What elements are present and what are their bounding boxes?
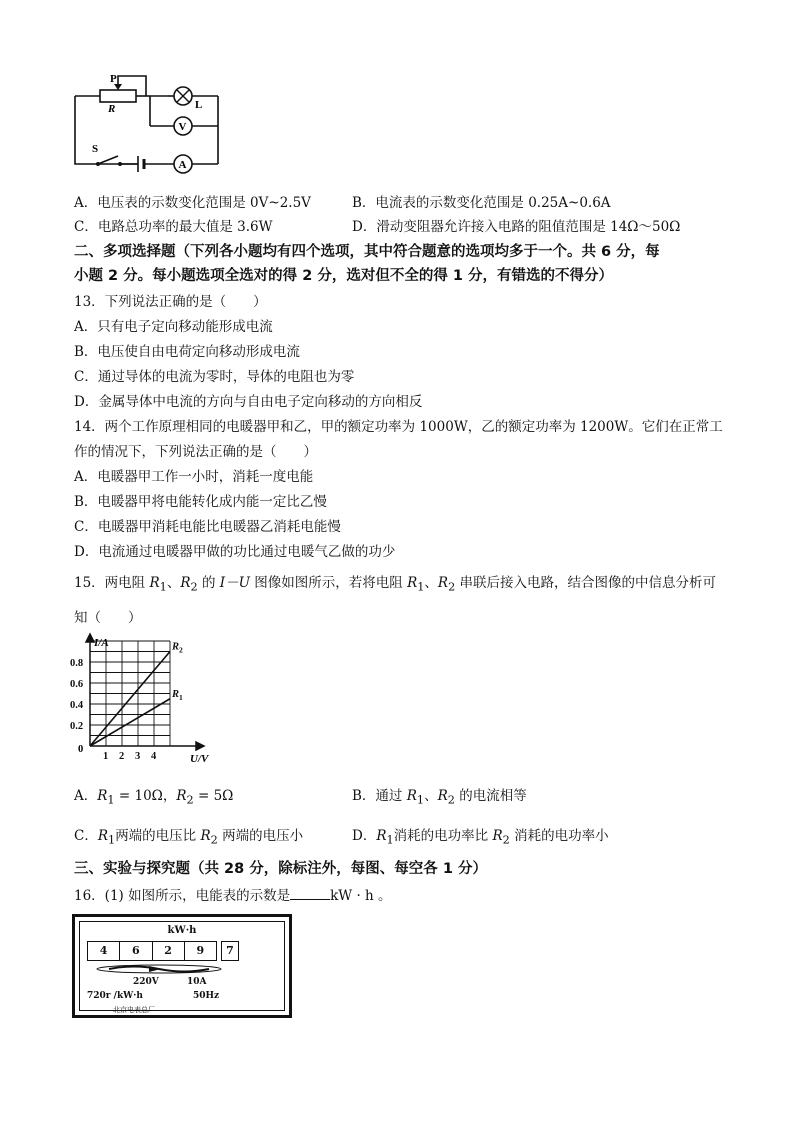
q12-option-b: B．电流表的示数变化范围是 0.25A~0.6A (352, 195, 611, 211)
series-label-r2: $R_2$ (172, 641, 183, 655)
q14-stem-line1: 14．两个工作原理相同的电暖器甲和乙，甲的额定功率为 1000W，乙的额定功率为 1200W。它们在正常工 (74, 419, 723, 435)
q16-stem: 16．(1) 如图所示，电能表的示数是 kW · h 。 (74, 888, 392, 904)
ammeter-label: A (178, 159, 187, 171)
meter-voltage: 220V (133, 977, 159, 987)
q13-option-c: C．通过导体的电流为零时，导体的电阻也为零 (74, 369, 355, 385)
q14-option-b: B．电暖器甲将电能转化成内能一定比乙慢 (74, 494, 327, 510)
q15-option-a: A．$R_1 = 10\Omega$，$R_2 = 5\Omega$ (74, 788, 234, 807)
q12-option-a: A．电压表的示数变化范围是 0V~2.5V (74, 195, 311, 211)
voltmeter-label: V (178, 121, 187, 133)
meter-digit: 4 (88, 942, 120, 960)
x-tick-label: 4 (151, 751, 157, 762)
q14-stem-line2: 作的情况下，下列说法正确的是（ ） (74, 444, 317, 460)
meter-rotor-disc (89, 962, 229, 976)
meter-current: 10A (187, 977, 207, 987)
y-tick-label: 0.8 (70, 658, 84, 669)
y-axis-arrow (86, 634, 94, 642)
x-tick-label: 1 (103, 751, 109, 762)
meter-maker: 北京电表总厂 (113, 1006, 155, 1014)
y-tick-label: 0.6 (70, 679, 84, 690)
answer-blank[interactable] (290, 887, 330, 900)
x-axis-label: U/V (190, 753, 209, 765)
meter-rate: 720r /kW·h (87, 991, 143, 1001)
iu-graph (68, 632, 228, 770)
label-r: R (108, 103, 116, 115)
section3-heading: 三、实验与探究题（共 28 分，除标注外，每图、每空各 1 分） (74, 861, 487, 877)
label-s: S (92, 143, 99, 155)
q13-stem: 13．下列说法正确的是（ ） (74, 294, 267, 310)
meter-digit: 2 (153, 942, 185, 960)
label-l: L (195, 99, 203, 111)
q13-option-a: A．只有电子定向移动能形成电流 (74, 319, 273, 335)
series-label-r1: $R_1$ (172, 688, 183, 702)
series-line-r2 (90, 652, 170, 747)
x-axis-arrow (196, 742, 204, 750)
meter-frequency: 50Hz (193, 991, 220, 1001)
q14-option-a: A．电暖器甲工作一小时，消耗一度电能 (74, 469, 314, 485)
x-tick-label: 2 (119, 751, 125, 762)
meter-digit: 6 (120, 942, 152, 960)
q13-option-d: D．金属导体中电流的方向与自由电子定向移动的方向相反 (74, 394, 423, 410)
label-p: P (110, 73, 117, 85)
q14-option-d: D．电流通过电暖器甲做的功比通过电暖气乙做的功少 (74, 544, 396, 560)
meter-unit: kW·h (167, 925, 197, 936)
series-line-r1 (90, 699, 170, 746)
y-tick-label: 0.2 (70, 721, 84, 732)
q13-option-b: B．电压使自由电荷定向移动形成电流 (74, 344, 300, 360)
meter-decimal-digit: 7 (221, 941, 239, 961)
y-axis-label: I/A (94, 637, 109, 649)
meter-counter (87, 941, 217, 961)
q15-stem-line1: 15．两电阻 $R_1$、$R_2$ 的 I－U 图像如图所示，若将电阻 $R_1$、$R_2$ 串联后接入电路，结合图像的中信息分析可 (74, 575, 717, 594)
q15-option-b: B．通过 $R_1$、$R_2$ 的电流相等 (352, 788, 527, 807)
q14-option-c: C．电暖器甲消耗电能比电暖器乙消耗电能慢 (74, 519, 341, 535)
circuit-diagram (68, 68, 228, 178)
y-tick-label: 0.4 (70, 700, 84, 711)
section2-heading-line1: 二、多项选择题（下列各小题均有四个选项，其中符合题意的选项均多于一个。共 6 分，每 (74, 244, 660, 260)
electricity-meter (72, 914, 292, 1018)
x-tick-label: 3 (135, 751, 141, 762)
meter-digit: 9 (196, 944, 205, 957)
rheostat-symbol (100, 90, 136, 102)
q15-option-d: D．$R_1$消耗的电功率比 $R_2$ 消耗的电功率小 (352, 828, 609, 847)
origin-label: 0 (78, 744, 84, 755)
section2-heading-line2: 小题 2 分。每小题选项全选对的得 2 分，选对但不全的得 1 分，有错选的不得分） (74, 268, 614, 284)
q12-option-d: D．滑动变阻器允许接入电路的阻值范围是 14Ω～50Ω (352, 219, 681, 235)
q15-stem-line2: 知（ ） (74, 610, 142, 626)
q15-option-c: C．$R_1$两端的电压比 $R_2$ 两端的电压小 (74, 828, 304, 847)
q12-option-c: C．电路总功率的最大值是 3.6W (74, 219, 273, 235)
